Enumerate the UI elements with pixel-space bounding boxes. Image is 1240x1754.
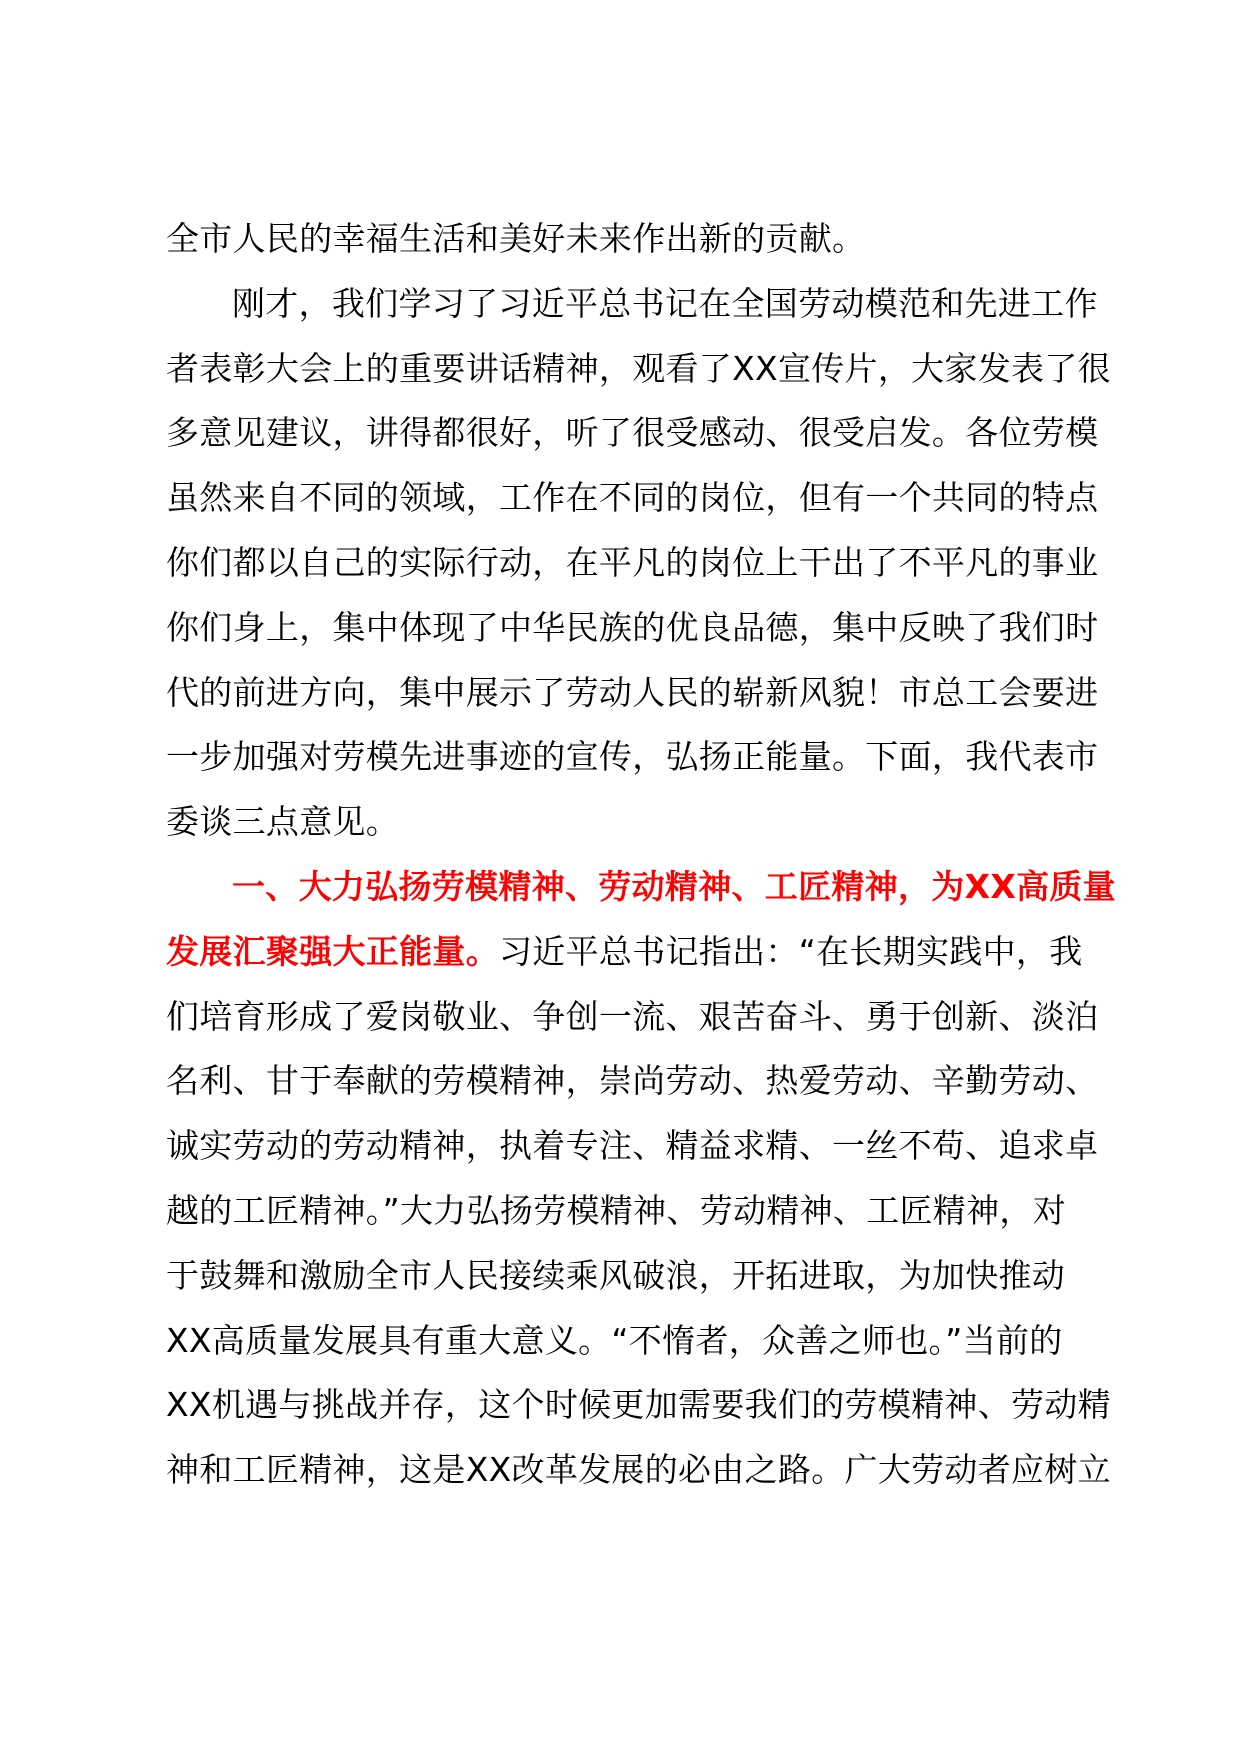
body-line: 刚才，我们学习了习近平总书记在全国劳动模范和先进工作: [232, 283, 1098, 323]
body-line: 于鼓舞和激励全市人民接续乘风破浪，开拓进取，为加快推动: [166, 1255, 1066, 1295]
body-line: XX高质量发展具有重大意义。“不惰者，众善之师也。”当前的: [166, 1320, 1063, 1360]
body-line: XX机遇与挑战并存，这个时候更加需要我们的劳模精神、劳动精: [166, 1385, 1111, 1425]
body-line: 全市人民的幸福生活和美好未来作出新的贡献。: [166, 219, 866, 258]
body-line: 你们身上，集中体现了中华民族的优良品德，集中反映了我们时: [166, 607, 1099, 647]
body-line: 神和工匠精神，这是XX改革发展的必由之路。广大劳动者应树立: [166, 1450, 1111, 1490]
section-heading-line: 一、大力弘扬劳模精神、劳动精神、工匠精神，为XX高质量: [232, 866, 1116, 906]
body-line: 一步加强对劳模先进事迹的宣传，弘扬正能量。下面，我代表市: [166, 737, 1099, 777]
body-line: 代的前进方向，集中展示了劳动人民的崭新风貌！市总工会要进: [166, 672, 1099, 712]
body-line: 诚实劳动的劳动精神，执着专注、精益求精、一丝不苟、追求卓: [166, 1126, 1099, 1166]
body-line: 多意见建议，讲得都很好，听了很受感动、很受启发。各位劳模: [166, 413, 1099, 453]
body-line: 委谈三点意见。: [166, 802, 400, 842]
mixed-line: [166, 920, 1106, 985]
body-line: 者表彰大会上的重要讲话精神，观看了XX宣传片，大家发表了很: [166, 348, 1111, 388]
body-line: 你们都以自己的实际行动，在平凡的岗位上干出了不平凡的事业: [166, 542, 1099, 582]
section-heading-end: 发展汇聚强大正能量。: [166, 931, 499, 971]
body-line: 越的工匠精神。”大力弘扬劳模精神、劳动精神、工匠精神，对: [166, 1190, 1066, 1230]
body-line: 名利、甘于奉献的劳模精神，崇尚劳动、热爱劳动、辛勤劳动、: [166, 1061, 1099, 1101]
body-line: 们培育形成了爱岗敬业、争创一流、艰苦奋斗、勇于创新、淡泊: [166, 996, 1099, 1036]
document-body: [166, 207, 1116, 1503]
body-text: 习近平总书记指出：“在长期实践中，我: [499, 931, 1083, 971]
body-line: 虽然来自不同的领域，工作在不同的岗位，但有一个共同的特点: [166, 478, 1099, 518]
